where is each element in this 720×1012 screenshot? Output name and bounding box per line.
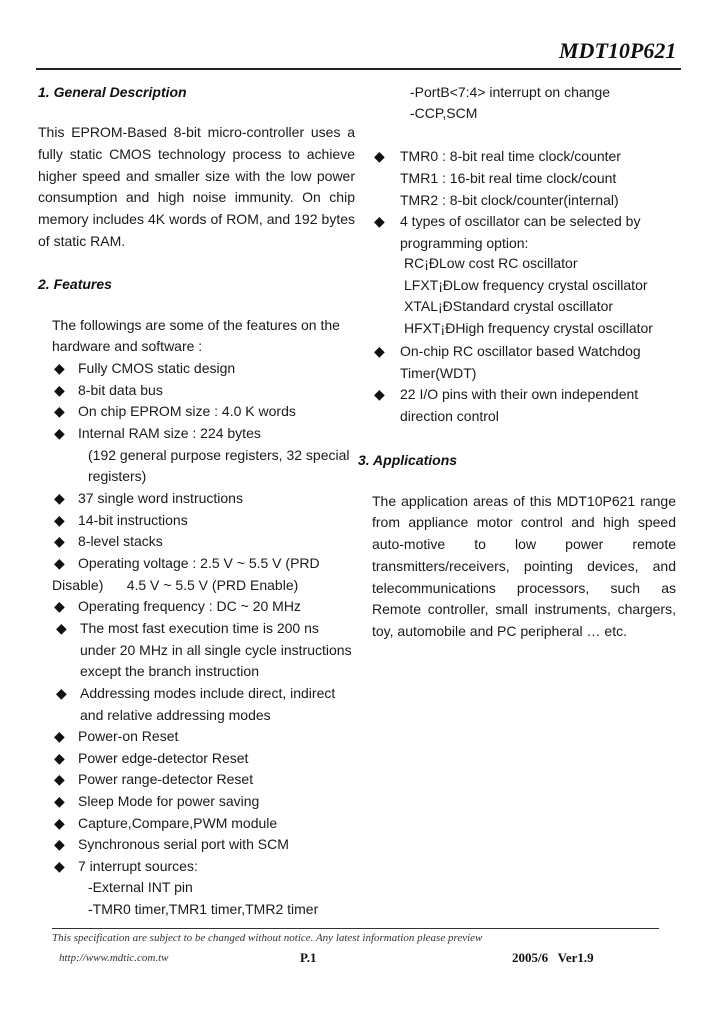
page-number: P.1: [300, 950, 317, 965]
feature-item-continuation: under 20 MHz in all single cycle instructions: [80, 642, 352, 658]
feature-item: 8-bit data bus: [78, 382, 163, 398]
diamond-bullet-icon: ◆: [54, 771, 65, 787]
diamond-bullet-icon: ◆: [54, 533, 65, 549]
feature-item-continuation: -PortB<7:4> interrupt on change: [410, 84, 611, 100]
footer-notice: This specification are subject to be changed without notice. Any latest information please preview: [52, 932, 483, 944]
diamond-bullet-icon: ◆: [54, 793, 65, 809]
applications-line: Remote controller, small instruments, chargers,: [372, 601, 676, 617]
applications-line: transmitters/receivers, pointing devices, and: [372, 558, 676, 574]
feature-item: 14-bit instructions: [78, 512, 188, 528]
feature-item-continuation: programming option:: [400, 235, 529, 251]
general-line: higher speed and smaller size with the low power: [38, 168, 355, 184]
feature-item-continuation: (192 general purpose registers, 32 special: [88, 447, 350, 463]
oscillator-option: HFXT¡ÐHigh frequency crystal oscillator: [404, 320, 653, 336]
general-line: memory includes 4K words of ROM, and 192 bytes: [38, 211, 355, 227]
feature-item: Power edge-detector Reset: [78, 750, 249, 766]
feature-item-continuation: TMR2 : 8-bit clock/counter(internal): [400, 192, 619, 208]
diamond-bullet-icon: ◆: [56, 685, 67, 701]
feature-item-continuation: -CCP,SCM: [410, 105, 478, 121]
diamond-bullet-icon: ◆: [54, 815, 65, 831]
feature-item: Sleep Mode for power saving: [78, 793, 260, 809]
applications-line: from appliance motor control and high speed: [372, 514, 676, 530]
diamond-bullet-icon: ◆: [54, 598, 65, 614]
feature-item: On-chip RC oscillator based Watchdog: [400, 343, 641, 359]
diamond-bullet-icon: ◆: [374, 148, 385, 164]
feature-item-continuation: except the branch instruction: [80, 663, 259, 679]
general-line: This EPROM-Based 8-bit micro-controller uses a: [38, 124, 355, 140]
footer-rule: [52, 928, 659, 929]
feature-item: Power-on Reset: [78, 728, 179, 744]
feature-item: Internal RAM size : 224 bytes: [78, 425, 261, 441]
diamond-bullet-icon: ◆: [54, 750, 65, 766]
diamond-bullet-icon: ◆: [374, 343, 385, 359]
features-intro: The followings are some of the features on the: [52, 317, 340, 333]
applications-line: telecommunications processors, such as: [372, 580, 676, 596]
footer-url-link[interactable]: http://www.mdtic.com.tw: [59, 952, 169, 964]
feature-item-continuation: and relative addressing modes: [80, 707, 271, 723]
applications-line: toy, automobile and PC peripheral … etc.: [372, 623, 627, 639]
feature-item-continuation: direction control: [400, 408, 499, 424]
diamond-bullet-icon: ◆: [54, 836, 65, 852]
feature-item: Fully CMOS static design: [78, 360, 236, 376]
feature-item: 4 types of oscillator can be selected by: [400, 213, 641, 229]
diamond-bullet-icon: ◆: [56, 620, 67, 636]
feature-item: Capture,Compare,PWM module: [78, 815, 278, 831]
feature-item: 7 interrupt sources:: [78, 858, 198, 874]
header-rule: [36, 68, 681, 70]
general-line: consumption and high noise immunity. On chip: [38, 189, 355, 205]
feature-item: Synchronous serial port with SCM: [78, 836, 289, 852]
diamond-bullet-icon: ◆: [54, 858, 65, 874]
feature-item: The most fast execution time is 200 ns: [80, 620, 319, 636]
feature-item: On chip EPROM size : 4.0 K words: [78, 403, 296, 419]
version-label: 2005/6 Ver1.9: [512, 950, 594, 965]
oscillator-option: XTAL¡ÐStandard crystal oscillator: [404, 298, 614, 314]
document-title: MDT10P621: [559, 38, 677, 63]
feature-item-continuation: -TMR0 timer,TMR1 timer,TMR2 timer: [88, 901, 319, 917]
feature-item-continuation: Timer(WDT): [400, 365, 477, 381]
features-heading: 2. Features: [38, 276, 112, 292]
diamond-bullet-icon: ◆: [54, 425, 65, 441]
feature-item-continuation: registers): [88, 468, 147, 484]
feature-item: TMR0 : 8-bit real time clock/counter: [400, 148, 621, 164]
feature-item-continuation: Disable) 4.5 V ~ 5.5 V (PRD Enable): [52, 577, 299, 593]
oscillator-option: RC¡ÐLow cost RC oscillator: [404, 255, 578, 271]
feature-item: Power range-detector Reset: [78, 771, 254, 787]
feature-item: Operating voltage : 2.5 V ~ 5.5 V (PRD: [78, 555, 320, 571]
diamond-bullet-icon: ◆: [374, 386, 385, 402]
diamond-bullet-icon: ◆: [54, 382, 65, 398]
feature-item: 8-level stacks: [78, 533, 163, 549]
diamond-bullet-icon: ◆: [54, 403, 65, 419]
general-line: of static RAM.: [38, 233, 126, 249]
feature-item: 22 I/O pins with their own independent: [400, 386, 639, 402]
diamond-bullet-icon: ◆: [54, 555, 65, 571]
feature-item: Operating frequency : DC ~ 20 MHz: [78, 598, 301, 614]
general-line: fully static CMOS technology process to achieve: [38, 146, 355, 162]
feature-item-continuation: TMR1 : 16-bit real time clock/count: [400, 170, 617, 186]
oscillator-option: LFXT¡ÐLow frequency crystal oscillator: [404, 277, 648, 293]
diamond-bullet-icon: ◆: [54, 360, 65, 376]
features-intro: hardware and software :: [52, 338, 203, 354]
diamond-bullet-icon: ◆: [54, 512, 65, 528]
general-description-heading: 1. General Description: [38, 84, 187, 100]
diamond-bullet-icon: ◆: [54, 490, 65, 506]
feature-item-continuation: -External INT pin: [88, 879, 193, 895]
applications-line: The application areas of this MDT10P621 range: [372, 493, 676, 509]
feature-item: 37 single word instructions: [78, 490, 243, 506]
diamond-bullet-icon: ◆: [374, 213, 385, 229]
applications-heading: 3. Applications: [358, 452, 458, 468]
applications-line: auto-motive to low power remote: [372, 536, 676, 552]
feature-item: Addressing modes include direct, indirect: [80, 685, 336, 701]
diamond-bullet-icon: ◆: [54, 728, 65, 744]
